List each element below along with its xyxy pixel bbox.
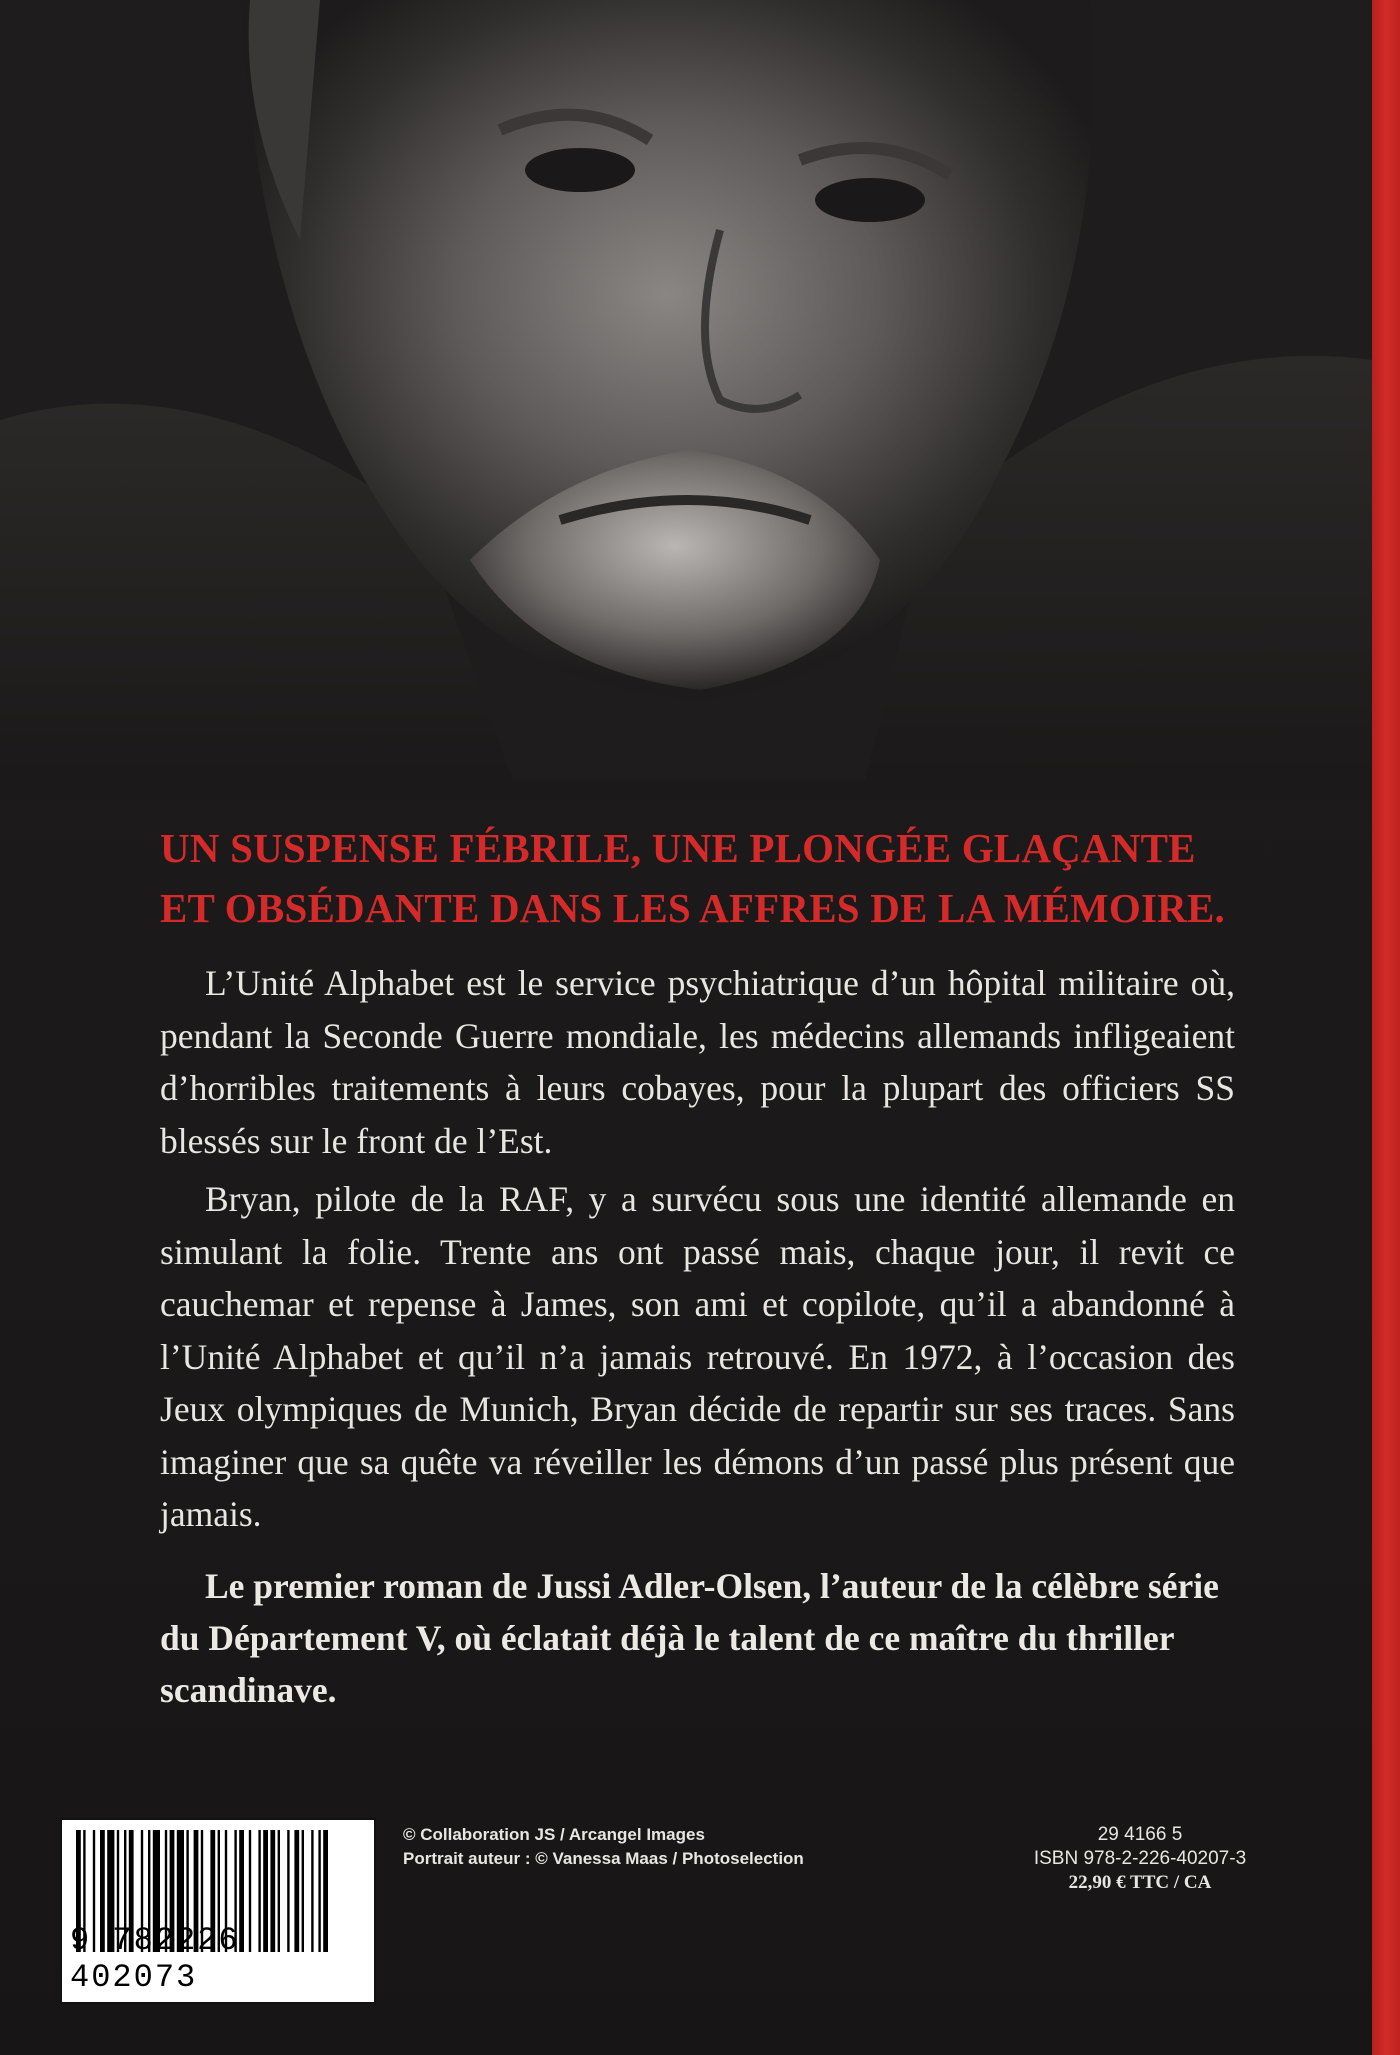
photo-credits	[403, 1823, 804, 1871]
synopsis-paragraph-1: L’Unité Alphabet est le service psychiatrique d’un hôpital militaire où, pendant la Seconde Guerre mondiale, les médecins allemands infligeaient d’horribles traitements à leurs cobayes, pour la plupart des officiers SS blessés sur le front de l’Est.	[160, 963, 1235, 1161]
synopsis	[160, 957, 1235, 1547]
credit-line-1: © Collaboration JS / Arcangel Images	[403, 1825, 705, 1844]
price: 22,90 € TTC / CA	[1068, 1872, 1212, 1893]
tagline-line-1: UN SUSPENSE FÉBRILE, UNE PLONGÉE GLAÇANTE	[160, 825, 1196, 871]
author-blurb: Le premier roman de Jussi Adler-Olsen, l’auteur de la célèbre série du Département V, où éclatait déjà le talent de ce maître du thriller scandinave.	[160, 1566, 1219, 1710]
author-portrait	[0, 0, 1372, 800]
barcode	[60, 1818, 376, 2004]
tagline	[160, 818, 1280, 938]
isbn: ISBN 978-2-226-40207-3	[1033, 1848, 1247, 1869]
product-code: 29 4166 5	[1097, 1824, 1183, 1845]
red-spine-edge	[1372, 0, 1400, 2055]
barcode-digits: 9 782226 402073	[70, 1922, 240, 1996]
synopsis-paragraph-2: Bryan, pilote de la RAF, y a survécu sous une identité allemande en simulant la folie. Trente ans ont passé mais, chaque jour, il revit ce cauchemar et repense à James, son ami et copilote, qu’il a abandonné à l’Unité Alphabet et qu’il n’a jamais retrouvé. En 1972, à l’occasion des Jeux olympiques de Munich, Bryan décide de repartir sur ses traces. Sans imaginer que sa quête va réveiller les démons d’un passé plus présent que jamais.	[160, 1179, 1235, 1534]
price-block	[990, 1823, 1290, 1895]
credit-line-2: Portrait auteur : © Vanessa Maas / Photoselection	[403, 1849, 804, 1868]
tagline-line-2: ET OBSÉDANTE DANS LES AFFRES DE LA MÉMOIRE.	[160, 885, 1225, 931]
